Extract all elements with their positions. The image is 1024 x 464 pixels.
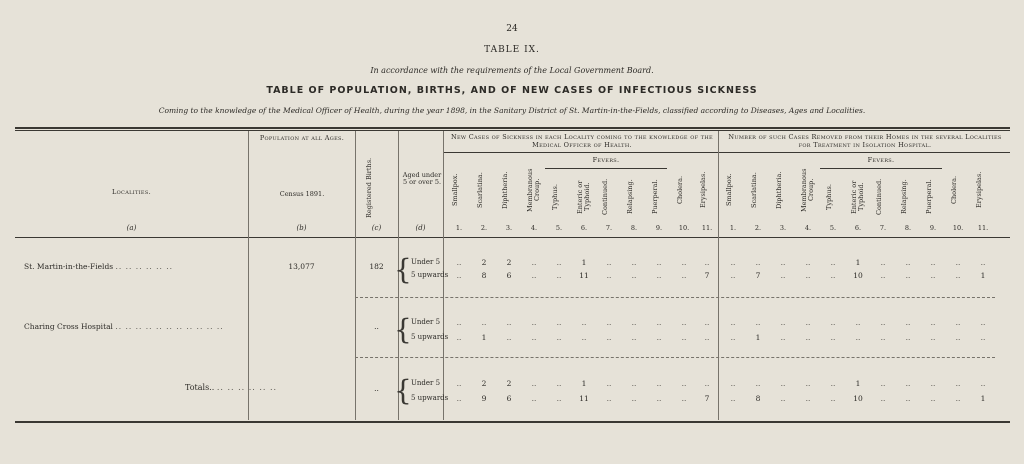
new-case-cell: 6 (506, 271, 512, 280)
header-bottom-rule (15, 237, 1010, 238)
new-case-cell: .. (531, 379, 537, 388)
new-case-cell: .. (656, 333, 662, 342)
column-number: 10. (678, 224, 690, 232)
removed-case-cell: .. (905, 379, 911, 388)
new-case-cell: .. (606, 394, 612, 403)
removed-case-cell: .. (755, 318, 761, 327)
removed-case-cell: 8 (755, 394, 761, 403)
locality-charing-cross: Charing Cross Hospital .. .. .. .. .. .. .. .. .. .. .. (24, 322, 224, 331)
new-disease-header: Continued. (601, 178, 609, 216)
removed-case-cell: .. (880, 271, 886, 280)
removed-case-cell: .. (830, 271, 836, 280)
age-group-label: 5 upwards (411, 394, 449, 402)
new-case-cell: .. (481, 318, 487, 327)
removed-case-cell: 10 (853, 394, 863, 403)
new-case-cell: .. (631, 394, 637, 403)
removed-case-cell: .. (855, 318, 861, 327)
new-case-cell: .. (456, 258, 462, 267)
column-number: 10. (952, 224, 964, 232)
column-number: 9. (655, 224, 663, 232)
new-case-cell: .. (606, 379, 612, 388)
removed-case-cell: .. (755, 379, 761, 388)
new-cases-header: New Cases of Sickness in each Locality coming to the knowledge of the Medical Officer of Health. (450, 133, 714, 149)
new-case-cell: .. (631, 258, 637, 267)
new-case-cell: .. (681, 333, 687, 342)
new-disease-header: Cholera. (676, 175, 684, 205)
col-b-label: (b) (296, 224, 307, 232)
new-case-cell: .. (556, 271, 562, 280)
new-disease-header: Erysipelas. (699, 171, 707, 209)
new-case-cell: .. (531, 333, 537, 342)
new-case-cell: .. (656, 379, 662, 388)
new-case-cell: 1 (481, 333, 487, 342)
removed-case-cell: .. (730, 271, 736, 280)
removed-disease-header: Typhus. (825, 184, 833, 210)
aged-header: Aged under 5 or over 5. (402, 171, 442, 186)
removed-disease-header: Puerperal. (925, 179, 933, 215)
column-number: 1. (455, 224, 463, 232)
removed-case-cell: 1 (755, 333, 761, 342)
new-case-cell: 6 (506, 394, 512, 403)
removed-case-cell: .. (980, 333, 986, 342)
table-top-rule (15, 127, 1010, 129)
new-case-cell: .. (556, 258, 562, 267)
column-number: 5. (555, 224, 563, 232)
new-case-cell: .. (456, 379, 462, 388)
removed-case-cell: .. (780, 394, 786, 403)
new-case-cell: 1 (581, 258, 587, 267)
removed-case-cell: .. (955, 379, 961, 388)
removed-case-cell: .. (730, 333, 736, 342)
removed-case-cell: .. (880, 394, 886, 403)
removed-case-cell: .. (830, 258, 836, 267)
removed-disease-header: Scarlatina. (750, 172, 758, 208)
removed-case-cell: .. (930, 271, 936, 280)
row-separator-2 (355, 357, 995, 358)
removed-case-cell: .. (830, 318, 836, 327)
new-disease-header: Typhus. (551, 184, 559, 210)
new-disease-header: Diphtheria. (501, 171, 509, 209)
new-case-cell: .. (456, 318, 462, 327)
new-disease-header: Relapsing. (626, 179, 634, 215)
new-case-cell: 1 (581, 379, 587, 388)
removed-case-cell: .. (880, 258, 886, 267)
fevers-rule-right (820, 168, 942, 169)
removed-disease-header: Enteric or Typhoid. (850, 180, 865, 214)
column-number: 1. (729, 224, 737, 232)
new-case-cell: .. (531, 318, 537, 327)
removed-case-cell: .. (730, 379, 736, 388)
births-header: Registered Births. (365, 157, 373, 218)
fevers-rule-left (545, 168, 667, 169)
new-case-cell: 2 (506, 379, 512, 388)
removed-case-cell: .. (980, 258, 986, 267)
removed-case-cell: .. (780, 318, 786, 327)
removed-disease-header: Diphtheria. (775, 171, 783, 209)
removed-case-cell: .. (930, 379, 936, 388)
column-number: 2. (754, 224, 762, 232)
census-st-martin: 13,077 (288, 262, 315, 271)
new-case-cell: 2 (481, 379, 487, 388)
age-group-label: Under 5 (411, 258, 441, 266)
age-group-label: 5 upwards (411, 333, 449, 341)
removed-case-cell: .. (805, 333, 811, 342)
column-number: 4. (804, 224, 812, 232)
column-number: 2. (480, 224, 488, 232)
removed-case-cell: .. (955, 318, 961, 327)
removed-case-cell: 1 (855, 258, 861, 267)
new-case-cell: .. (631, 379, 637, 388)
removed-case-cell: .. (980, 318, 986, 327)
removed-disease-header: Smallpox. (725, 173, 733, 207)
localities-header: Localities. (112, 188, 151, 196)
new-case-cell: .. (631, 333, 637, 342)
new-case-cell: 7 (704, 394, 710, 403)
column-number: 3. (505, 224, 513, 232)
removed-case-cell: .. (955, 394, 961, 403)
removed-case-cell: .. (930, 333, 936, 342)
vrule (248, 131, 249, 420)
census-header: Census 1891. (279, 190, 325, 198)
new-case-cell: 9 (481, 394, 487, 403)
removed-case-cell: .. (805, 258, 811, 267)
column-number: 7. (879, 224, 887, 232)
new-case-cell: .. (631, 318, 637, 327)
new-case-cell: .. (681, 271, 687, 280)
new-case-cell: .. (704, 379, 710, 388)
row-separator-1 (355, 297, 995, 298)
new-case-cell: .. (531, 258, 537, 267)
removed-case-cell: .. (930, 258, 936, 267)
removed-case-cell: .. (805, 379, 811, 388)
new-case-cell: .. (506, 333, 512, 342)
subheader-rule (443, 152, 1010, 153)
column-number: 11. (701, 224, 713, 232)
new-case-cell: .. (681, 379, 687, 388)
age-brace: { (394, 374, 412, 407)
removed-case-cell: .. (905, 333, 911, 342)
table-top-rule-2 (15, 130, 1010, 131)
new-case-cell: .. (581, 318, 587, 327)
removed-case-cell: .. (880, 333, 886, 342)
removed-case-cell: .. (930, 394, 936, 403)
new-case-cell: .. (531, 271, 537, 280)
removed-header: Number of such Cases Removed from their Homes in the several Localities for Treatment in Isolation Hospital. (728, 133, 1002, 149)
removed-case-cell: .. (805, 271, 811, 280)
removed-case-cell: .. (905, 271, 911, 280)
vrule (355, 131, 356, 420)
new-case-cell: 8 (481, 271, 487, 280)
removed-case-cell: 1 (980, 394, 986, 403)
removed-case-cell: .. (780, 271, 786, 280)
new-case-cell: .. (606, 333, 612, 342)
removed-disease-header: Membranous Croup. (800, 168, 815, 212)
removed-case-cell: .. (980, 379, 986, 388)
new-case-cell: 11 (579, 394, 589, 403)
new-case-cell: .. (456, 271, 462, 280)
removed-case-cell: .. (955, 271, 961, 280)
removed-case-cell: .. (880, 379, 886, 388)
new-case-cell: .. (681, 394, 687, 403)
new-disease-header: Membranous Croup. (526, 168, 541, 212)
new-case-cell: 11 (579, 271, 589, 280)
new-case-cell: .. (556, 318, 562, 327)
new-case-cell: .. (704, 258, 710, 267)
births-totals: .. (374, 384, 379, 393)
new-case-cell: .. (681, 258, 687, 267)
fevers-header-right: Fevers. (867, 156, 895, 164)
new-case-cell: .. (531, 394, 537, 403)
intro-text: Coming to the knowledge of the Medical Officer of Health, during the year 1898, in the Sanitary District of St. Martin-in-the-Fields, classified according to Diseases, Ages and Localities. (158, 106, 866, 115)
new-case-cell: .. (506, 318, 512, 327)
new-case-cell: .. (606, 271, 612, 280)
age-group-label: Under 5 (411, 318, 441, 326)
removed-case-cell: .. (905, 318, 911, 327)
removed-case-cell: .. (780, 379, 786, 388)
population-header: Population at all Ages. (259, 134, 345, 142)
table-bottom-rule (15, 421, 1010, 423)
locality-st-martin: St. Martin-in-the-Fields .. .. .. .. .. .. (24, 262, 174, 271)
new-case-cell: .. (656, 258, 662, 267)
column-number: 6. (580, 224, 588, 232)
removed-case-cell: .. (830, 333, 836, 342)
removed-case-cell: .. (955, 258, 961, 267)
removed-case-cell: 7 (755, 271, 761, 280)
locality-totals: Totals.. .. .. .. .. .. .. (185, 383, 278, 392)
removed-case-cell: .. (780, 333, 786, 342)
new-case-cell: 2 (506, 258, 512, 267)
births-charing-cross: .. (374, 322, 379, 331)
new-case-cell: .. (681, 318, 687, 327)
new-case-cell: .. (581, 333, 587, 342)
new-case-cell: .. (656, 394, 662, 403)
column-number: 5. (829, 224, 837, 232)
removed-case-cell: .. (905, 258, 911, 267)
new-case-cell: .. (656, 318, 662, 327)
fevers-header-left: Fevers. (592, 156, 620, 164)
column-number: 4. (530, 224, 538, 232)
column-number: 8. (630, 224, 638, 232)
new-case-cell: .. (606, 318, 612, 327)
removed-case-cell: 1 (980, 271, 986, 280)
removed-disease-header: Relapsing. (900, 179, 908, 215)
age-brace: { (394, 253, 412, 286)
removed-case-cell: .. (730, 394, 736, 403)
column-number: 3. (779, 224, 787, 232)
subtitle: In accordance with the requirements of the Local Government Board. (370, 66, 654, 75)
column-number: 8. (904, 224, 912, 232)
removed-case-cell: .. (780, 258, 786, 267)
new-case-cell: .. (456, 394, 462, 403)
new-disease-header: Puerperal. (651, 179, 659, 215)
new-disease-header: Smallpox. (451, 173, 459, 207)
new-case-cell: .. (656, 271, 662, 280)
column-number: 7. (605, 224, 613, 232)
age-brace: { (394, 313, 412, 346)
new-case-cell: .. (556, 394, 562, 403)
vrule (718, 131, 719, 420)
removed-case-cell: .. (805, 318, 811, 327)
new-case-cell: .. (704, 333, 710, 342)
new-case-cell: .. (606, 258, 612, 267)
removed-case-cell: .. (730, 258, 736, 267)
page-number: 24 (506, 24, 518, 34)
removed-disease-header: Continued. (875, 178, 883, 216)
column-number: 11. (977, 224, 989, 232)
removed-case-cell: .. (755, 258, 761, 267)
new-case-cell: 7 (704, 271, 710, 280)
new-case-cell: .. (631, 271, 637, 280)
column-number: 9. (929, 224, 937, 232)
removed-case-cell: .. (955, 333, 961, 342)
age-group-label: Under 5 (411, 379, 441, 387)
new-disease-header: Enteric or Typhoid. (576, 180, 591, 214)
removed-case-cell: .. (830, 379, 836, 388)
removed-case-cell: .. (830, 394, 836, 403)
column-number: 6. (854, 224, 862, 232)
age-group-label: 5 upwards (411, 271, 449, 279)
removed-case-cell: .. (730, 318, 736, 327)
new-disease-header: Scarlatina. (476, 172, 484, 208)
removed-case-cell: .. (930, 318, 936, 327)
removed-case-cell: .. (905, 394, 911, 403)
table-label: TABLE IX. (484, 45, 540, 55)
col-d-label: (d) (415, 224, 426, 232)
births-st-martin: 182 (369, 262, 384, 271)
new-case-cell: .. (556, 333, 562, 342)
new-case-cell: .. (704, 318, 710, 327)
new-case-cell: 2 (481, 258, 487, 267)
main-title: TABLE OF POPULATION, BIRTHS, AND OF NEW CASES OF INFECTIOUS SICKNESS (266, 85, 758, 96)
removed-case-cell: .. (805, 394, 811, 403)
new-case-cell: .. (456, 333, 462, 342)
col-a-label: (a) (126, 224, 137, 232)
removed-case-cell: .. (855, 333, 861, 342)
removed-case-cell: .. (880, 318, 886, 327)
new-case-cell: .. (556, 379, 562, 388)
removed-case-cell: 10 (853, 271, 863, 280)
removed-case-cell: 1 (855, 379, 861, 388)
removed-disease-header: Cholera. (950, 175, 958, 205)
col-c-label: (c) (371, 224, 382, 232)
removed-disease-header: Erysipelas. (975, 171, 983, 209)
